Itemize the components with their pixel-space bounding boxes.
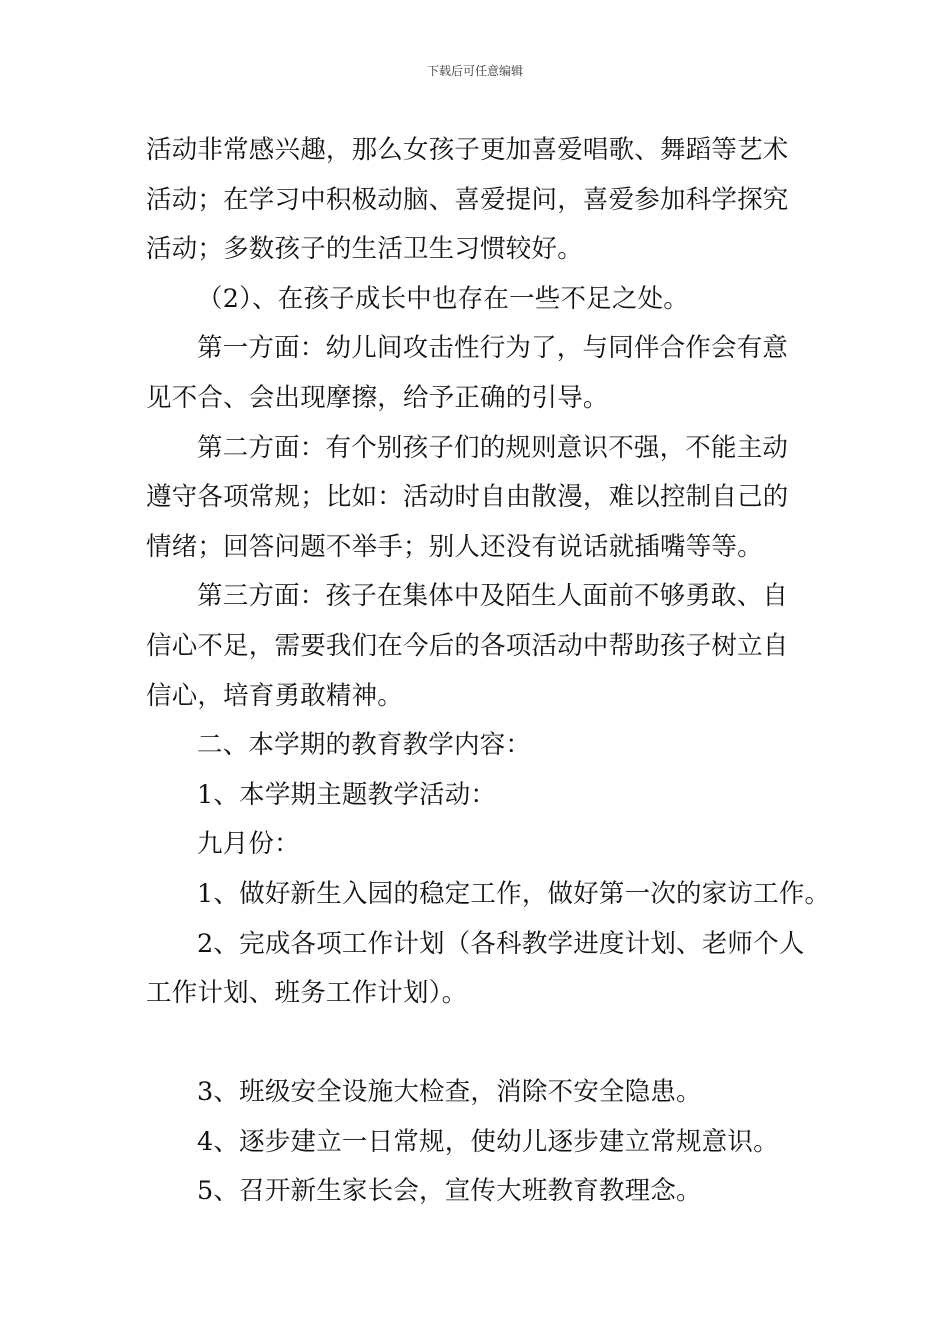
paragraph-line: 活动；多数孩子的生活卫生习惯较好。: [146, 234, 583, 265]
paragraph-line: 情绪；回答问题不举手；别人还没有说话就插嘴等等。: [146, 531, 763, 562]
month-heading: 九月份：: [197, 829, 300, 860]
paragraph-line: （2）、在孩子成长中也存在一些不足之处。: [197, 283, 689, 314]
list-item: 1、做好新生入园的稳定工作，做好第一次的家访工作。: [197, 878, 831, 909]
section-heading: 二、本学期的教育教学内容：: [197, 730, 532, 761]
document-body: [146, 126, 831, 1217]
list-item: 4、逐步建立一日常规，使幼儿逐步建立常规意识。: [197, 1126, 779, 1157]
paragraph-line: 第二方面：有个别孩子们的规则意识不强，不能主动: [197, 432, 789, 463]
paragraph-line: 信心不足，需要我们在今后的各项活动中帮助孩子树立自: [146, 630, 789, 661]
page-header-note: 下载后可任意编辑: [426, 64, 523, 78]
paragraph-line: 第三方面：孩子在集体中及陌生人面前不够勇敢、自: [197, 581, 789, 612]
list-item-continuation: 工作计划、班务工作计划）。: [146, 978, 468, 1009]
paragraph-line: 第一方面：幼儿间攻击性行为了，与同伴合作会有意: [197, 333, 789, 364]
paragraph-line: 信心，培育勇敢精神。: [146, 680, 404, 711]
list-item: 3、班级安全设施大检查，消除不安全隐患。: [197, 1077, 702, 1108]
list-item: 5、召开新生家长会，宣传大班教育教理念。: [197, 1176, 702, 1207]
paragraph-line: 活动非常感兴趣，那么女孩子更加喜爱唱歌、舞蹈等艺术: [146, 135, 789, 165]
subsection-heading: 1、本学期主题教学活动：: [197, 779, 497, 810]
paragraph-line: 活动；在学习中积极动脑、喜爱提问，喜爱参加科学探究: [146, 184, 789, 215]
list-item: 2、完成各项工作计划（各科教学进度计划、老师个人: [197, 928, 805, 959]
blank-gap: [146, 1019, 812, 1069]
paragraph-line: 遵守各项常规；比如：活动时自由散漫，难以控制自己的: [146, 482, 789, 513]
paragraph-line: 见不合、会出现摩擦，给予正确的引导。: [146, 382, 609, 413]
